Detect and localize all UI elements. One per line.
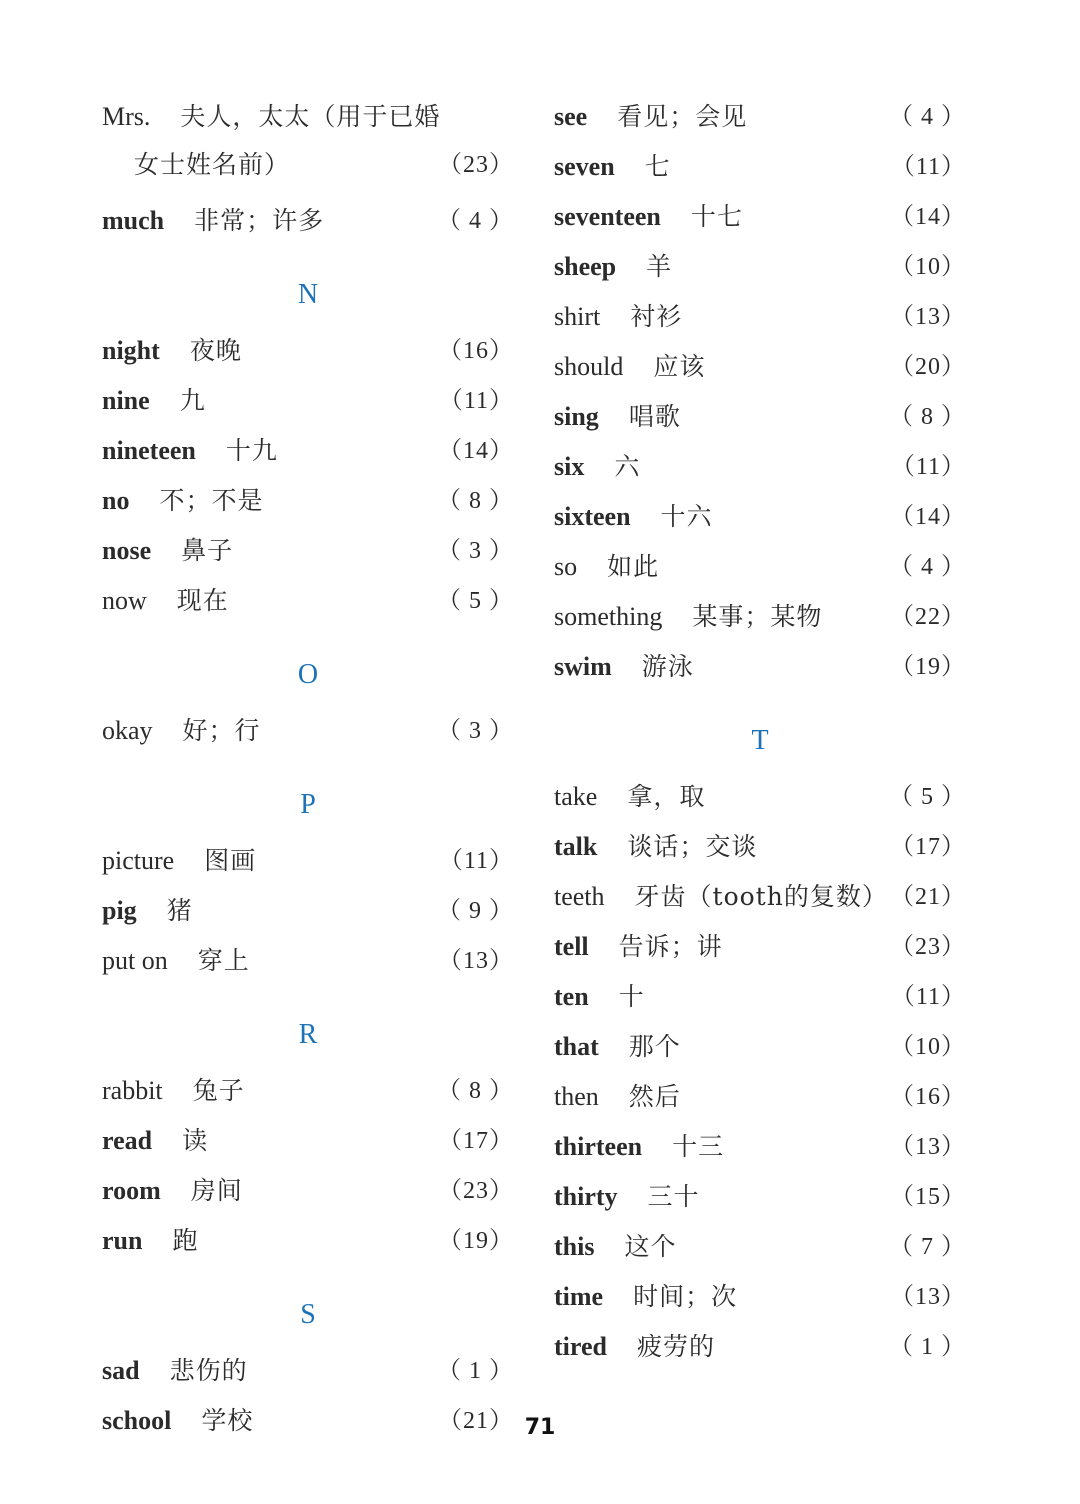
entry-unit-number: （10）	[890, 254, 966, 280]
glossary-column-right	[554, 92, 966, 1372]
entry-word: then	[554, 1082, 599, 1111]
entry-word: nose	[102, 536, 152, 565]
entry-meaning: 告诉；讲	[618, 932, 723, 961]
entry-meaning: 那个	[628, 1032, 681, 1061]
entry-unit-number: （ 3 ）	[437, 538, 514, 564]
entry-meaning: 三十	[647, 1182, 700, 1211]
glossary-column-left	[102, 92, 514, 1446]
glossary-entry	[102, 526, 514, 576]
entry-unit-number: （ 1 ）	[437, 1358, 514, 1384]
entry-word: sixteen	[554, 502, 631, 531]
glossary-entry	[554, 1272, 966, 1322]
entry-word: something	[554, 602, 663, 631]
entry-meaning: 学校	[201, 1406, 254, 1435]
entry-word: nineteen	[102, 436, 196, 465]
entry-word: okay	[102, 716, 153, 745]
entry-unit-number: （15）	[890, 1184, 966, 1210]
section-letter: P	[300, 789, 316, 820]
entry-word: ten	[554, 982, 589, 1011]
entry-unit-number: （ 9 ）	[437, 898, 514, 924]
entry-unit-number: （16）	[438, 338, 514, 364]
entry-meaning: 时间；次	[633, 1282, 738, 1311]
entry-meaning: 如此	[607, 552, 660, 581]
entry-meaning: 应该	[653, 352, 706, 381]
entry-meaning: 夫人，太太（用于已婚	[180, 102, 441, 131]
entry-meaning: 夜晚	[189, 336, 242, 365]
entry-meaning: 悲伤的	[169, 1356, 248, 1385]
entry-meaning: 七	[644, 152, 671, 181]
section-letter: R	[298, 1019, 318, 1050]
section-letter: T	[751, 725, 769, 756]
entry-word: six	[554, 452, 585, 481]
glossary-entry	[102, 92, 514, 140]
glossary-entry	[102, 140, 514, 196]
entry-word: take	[554, 782, 598, 811]
entry-meaning: 不；不是	[159, 486, 264, 515]
entry-meaning: 唱歌	[628, 402, 681, 431]
entry-unit-number: （22）	[890, 604, 966, 630]
entry-meaning: 然后	[628, 1082, 681, 1111]
glossary-entry	[554, 1172, 966, 1222]
entry-unit-number: （ 8 ）	[437, 1078, 514, 1104]
glossary-entry	[102, 706, 514, 756]
entry-meaning: 非常；许多	[194, 206, 325, 235]
entry-unit-number: （ 4 ）	[889, 104, 966, 130]
entry-word: tell	[554, 932, 589, 961]
entry-unit-number: （13）	[438, 948, 514, 974]
entry-unit-number: （13）	[890, 304, 966, 330]
entry-unit-number: （ 8 ）	[889, 404, 966, 430]
entry-word: Mrs.	[102, 102, 151, 131]
entry-meaning: 九	[179, 386, 206, 415]
entry-meaning: 六	[614, 452, 641, 481]
entry-word: pig	[102, 896, 137, 925]
entry-word: night	[102, 336, 160, 365]
entry-meaning: 房间	[190, 1176, 243, 1205]
entry-word: time	[554, 1282, 604, 1311]
entry-unit-number: （11）	[890, 984, 966, 1010]
glossary-entry	[102, 476, 514, 526]
entry-meaning: 十	[618, 982, 645, 1011]
entry-word: seven	[554, 152, 615, 181]
entry-unit-number: （ 4 ）	[889, 554, 966, 580]
entry-meaning: 拿，取	[627, 782, 706, 811]
glossary-entry	[554, 1022, 966, 1072]
entry-meaning: 看见；会见	[617, 102, 748, 131]
glossary-entry	[102, 576, 514, 626]
glossary-entry	[554, 972, 966, 1022]
entry-word: seventeen	[554, 202, 661, 231]
glossary-entry	[554, 92, 966, 142]
entry-meaning: 图画	[204, 846, 257, 875]
entry-meaning: 某事；某物	[692, 602, 823, 631]
entry-unit-number: （ 3 ）	[437, 718, 514, 744]
entry-unit-number: （ 7 ）	[889, 1234, 966, 1260]
glossary-entry	[102, 376, 514, 426]
glossary-entry	[554, 292, 966, 342]
entry-word: see	[554, 102, 588, 131]
entry-word: no	[102, 486, 130, 515]
entry-unit-number: （11）	[438, 388, 514, 414]
glossary-entry	[102, 886, 514, 936]
glossary-entry	[554, 922, 966, 972]
entry-unit-number: （21）	[438, 1408, 514, 1434]
glossary-entry	[554, 592, 966, 642]
entry-word: run	[102, 1226, 143, 1255]
entry-unit-number: （14）	[890, 504, 966, 530]
glossary-entry	[102, 326, 514, 376]
glossary-entry	[554, 542, 966, 592]
entry-word: talk	[554, 832, 598, 861]
glossary-entry	[554, 872, 966, 922]
section-letter: S	[300, 1299, 316, 1330]
glossary-entry	[102, 1346, 514, 1396]
entry-unit-number: （17）	[438, 1128, 514, 1154]
entry-unit-number: （19）	[438, 1228, 514, 1254]
entry-unit-number: （ 4 ）	[437, 208, 514, 234]
entry-word: should	[554, 352, 624, 381]
entry-meaning: 十三	[672, 1132, 725, 1161]
glossary-entry	[554, 142, 966, 192]
glossary-entry	[102, 196, 514, 246]
entry-word: thirty	[554, 1182, 618, 1211]
entry-word: shirt	[554, 302, 601, 331]
entry-unit-number: （23）	[890, 934, 966, 960]
entry-unit-number: （ 8 ）	[437, 488, 514, 514]
entry-word: room	[102, 1176, 161, 1205]
entry-unit-number: （11）	[890, 154, 966, 180]
entry-meaning: 十九	[225, 436, 278, 465]
glossary-entry	[554, 1122, 966, 1172]
entry-meaning: 疲劳的	[636, 1332, 715, 1361]
entry-unit-number: （13）	[890, 1284, 966, 1310]
entry-meaning: 读	[182, 1126, 209, 1155]
entry-meaning: 好；行	[182, 716, 261, 745]
glossary-entry	[554, 1322, 966, 1372]
entry-unit-number: （21）	[890, 884, 966, 910]
glossary-entry	[102, 1116, 514, 1166]
entry-unit-number: （ 5 ）	[437, 588, 514, 614]
glossary-entry	[554, 1222, 966, 1272]
entry-word: that	[554, 1032, 599, 1061]
entry-word: so	[554, 552, 578, 581]
entry-word: sheep	[554, 252, 617, 281]
entry-meaning: 鼻子	[181, 536, 234, 565]
entry-unit-number: （13）	[890, 1134, 966, 1160]
entry-word: now	[102, 586, 147, 615]
glossary-entry	[102, 1066, 514, 1116]
entry-meaning: 兔子	[192, 1076, 245, 1105]
glossary-entry	[554, 1072, 966, 1122]
section-letter: O	[297, 659, 319, 690]
entry-word: sad	[102, 1356, 140, 1385]
entry-meaning: 游泳	[641, 652, 694, 681]
entry-meaning: 这个	[624, 1232, 677, 1261]
section-letter: N	[297, 279, 319, 310]
glossary-entry	[102, 426, 514, 476]
entry-meaning: 羊	[646, 252, 673, 281]
glossary-entry	[554, 772, 966, 822]
entry-word: sing	[554, 402, 599, 431]
glossary-entry	[554, 342, 966, 392]
entry-meaning: 女士姓名前）	[134, 150, 291, 179]
glossary-entry	[554, 442, 966, 492]
entry-unit-number: （14）	[438, 438, 514, 464]
entry-word: put on	[102, 946, 168, 975]
entry-word: much	[102, 206, 165, 235]
entry-unit-number: （11）	[438, 848, 514, 874]
glossary-entry	[554, 392, 966, 442]
entry-unit-number: （16）	[890, 1084, 966, 1110]
entry-unit-number: （23）	[438, 1178, 514, 1204]
entry-unit-number: （10）	[890, 1034, 966, 1060]
entry-word: picture	[102, 846, 175, 875]
entry-unit-number: （ 1 ）	[889, 1334, 966, 1360]
entry-unit-number: （ 5 ）	[889, 784, 966, 810]
entry-word: nine	[102, 386, 150, 415]
entry-meaning: 跑	[172, 1226, 199, 1255]
entry-meaning: 现在	[176, 586, 229, 615]
glossary-entry	[554, 192, 966, 242]
entry-meaning: 十七	[690, 202, 743, 231]
entry-word: swim	[554, 652, 612, 681]
entry-unit-number: （19）	[890, 654, 966, 680]
entry-word: thirteen	[554, 1132, 643, 1161]
glossary-entry	[102, 1216, 514, 1266]
entry-meaning: 谈话；交谈	[627, 832, 758, 861]
entry-meaning: 牙齿（tooth的复数）	[634, 882, 888, 911]
entry-meaning: 猪	[166, 896, 193, 925]
glossary-entry	[102, 1166, 514, 1216]
glossary-entry	[554, 242, 966, 292]
entry-word: tired	[554, 1332, 607, 1361]
glossary-entry	[102, 936, 514, 986]
entry-meaning: 十六	[660, 502, 713, 531]
glossary-entry	[554, 642, 966, 692]
entry-meaning: 穿上	[197, 946, 250, 975]
entry-word: this	[554, 1232, 595, 1261]
entry-unit-number: （20）	[890, 354, 966, 380]
entry-meaning: 衬衫	[630, 302, 683, 331]
glossary-entry	[554, 822, 966, 872]
entry-unit-number: （11）	[890, 454, 966, 480]
entry-unit-number: （17）	[890, 834, 966, 860]
entry-word: rabbit	[102, 1076, 163, 1105]
glossary-entry	[102, 836, 514, 886]
entry-unit-number: （23）	[438, 152, 514, 178]
entry-word: school	[102, 1406, 172, 1435]
entry-word: read	[102, 1126, 153, 1155]
entry-word: teeth	[554, 882, 605, 911]
page-number: 71	[524, 1415, 556, 1440]
glossary-entry	[554, 492, 966, 542]
entry-unit-number: （14）	[890, 204, 966, 230]
